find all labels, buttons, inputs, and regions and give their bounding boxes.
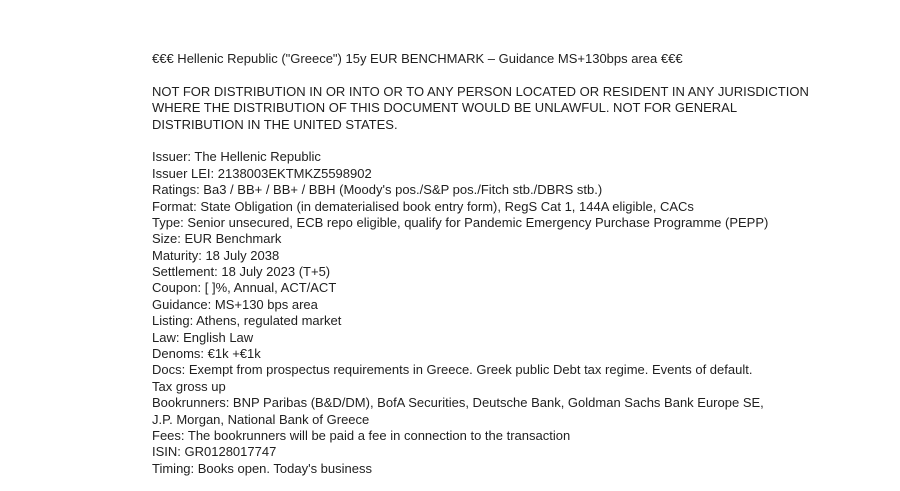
- field-format: Format: State Obligation (in dematerialised book entry form), RegS Cat 1, 144A eligible, CACs: [152, 198, 694, 214]
- field-issuer-lei: Issuer LEI: 2138003EKTMKZ5598902: [152, 165, 372, 181]
- field-maturity: Maturity: 18 July 2038: [152, 247, 280, 263]
- field-fees: Fees: The bookrunners will be paid a fee in connection to the transaction: [152, 427, 571, 443]
- field-settlement: Settlement: 18 July 2023 (T+5): [152, 264, 331, 280]
- field-type: Type: Senior unsecured, ECB repo eligible, qualify for Pandemic Emergency Purchase Programme (PEPP): [152, 214, 769, 230]
- field-law: Law: English Law: [152, 329, 254, 345]
- field-guidance: Guidance: MS+130 bps area: [152, 296, 318, 312]
- blank-line: [152, 67, 852, 83]
- field-ratings: Ratings: Ba3 / BB+ / BB+ / BBH (Moody's pos./S&P pos./Fitch stb./DBRS stb.): [152, 182, 603, 198]
- field-size: Size: EUR Benchmark: [152, 231, 282, 247]
- deal-headline: €€€ Hellenic Republic ("Greece") 15y EUR BENCHMARK – Guidance MS+130bps area €€€: [152, 51, 683, 66]
- field-docs-continued: Tax gross up: [152, 378, 226, 394]
- field-denoms: Denoms: €1k +€1k: [152, 346, 261, 362]
- field-bookrunners: Bookrunners: BNP Paribas (B&D/DM), BofA Securities, Deutsche Bank, Goldman Sachs Bank Europe SE,: [152, 395, 764, 411]
- blank-line: [152, 133, 852, 149]
- term-sheet-document: [152, 51, 852, 477]
- field-timing: Timing: Books open. Today's business: [152, 460, 372, 476]
- disclaimer-line-3: DISTRIBUTION IN THE UNITED STATES.: [152, 116, 398, 132]
- field-isin: ISIN: GR0128017747: [152, 444, 277, 460]
- field-docs: Docs: Exempt from prospectus requirements in Greece. Greek public Debt tax regime. Events of default.: [152, 362, 753, 378]
- disclaimer-line-2: WHERE THE DISTRIBUTION OF THIS DOCUMENT WOULD BE UNLAWFUL. NOT FOR GENERAL: [152, 100, 738, 116]
- field-listing: Listing: Athens, regulated market: [152, 313, 342, 329]
- field-coupon: Coupon: [ ]%, Annual, ACT/ACT: [152, 280, 337, 296]
- field-issuer: Issuer: The Hellenic Republic: [152, 149, 321, 165]
- field-bookrunners-continued: J.P. Morgan, National Bank of Greece: [152, 411, 370, 427]
- disclaimer-line-1: NOT FOR DISTRIBUTION IN OR INTO OR TO ANY PERSON LOCATED OR RESIDENT IN ANY JURISDICTION: [152, 83, 809, 99]
